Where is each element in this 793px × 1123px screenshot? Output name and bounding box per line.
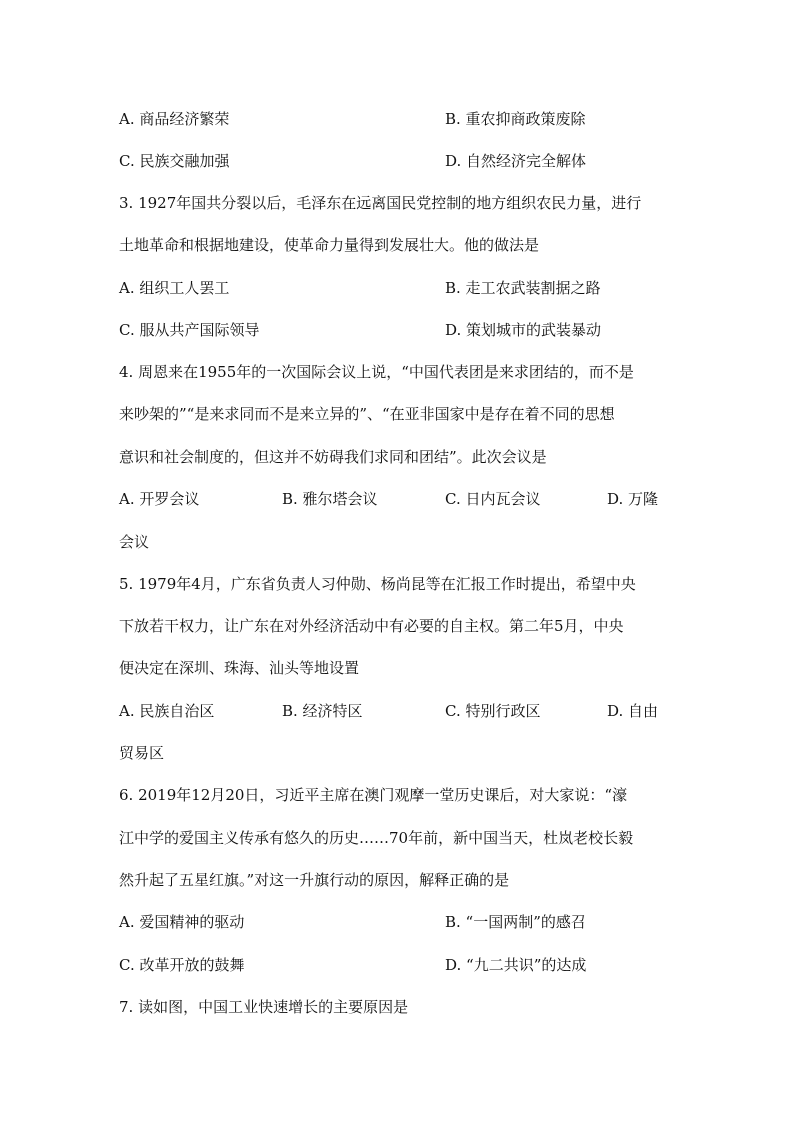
q3-option-b: B. 走工农武装割据之路 [445, 279, 601, 297]
q3-option-a: A. 组织工人罢工 [119, 279, 230, 297]
q2-option-a: A. 商品经济繁荣 [119, 110, 230, 128]
q5-option-d: D. 自由 [607, 702, 659, 720]
q5-option-b: B. 经济特区 [282, 702, 363, 720]
q3-stem-line-2: 土地革命和根据地建设，使革命力量得到发展壮大。他的做法是 [119, 236, 540, 254]
q4-option-b: B. 雅尔塔会议 [282, 490, 378, 508]
q6-option-d: D. “九二共识”的达成 [445, 956, 587, 974]
q5-option-d-wrap: 贸易区 [119, 744, 165, 762]
q5-stem-line-2: 下放若干权力，让广东在对外经济活动中有必要的自主权。第二年5月，中央 [119, 617, 624, 635]
q3-option-d: D. 策划城市的武装暴动 [445, 321, 602, 339]
q5-stem-line-3: 便决定在深圳、珠海、汕头等地设置 [119, 659, 360, 677]
q4-stem-line-2: 来吵架的”“是来求同而不是来立异的”、“在亚非国家中是存在着不同的思想 [119, 405, 615, 423]
q2-option-b: B. 重农抑商政策废除 [445, 110, 586, 128]
q6-stem-line-2: 江中学的爱国主义传承有悠久的历史……70年前，新中国当天，杜岚老校长毅 [119, 829, 634, 847]
q6-option-b: B. “一国两制”的感召 [445, 913, 586, 931]
q2-option-c: C. 民族交融加强 [119, 152, 230, 170]
q5-option-c: C. 特别行政区 [445, 702, 541, 720]
q2-option-d: D. 自然经济完全解体 [445, 152, 587, 170]
q4-stem-line-1: 4. 周恩来在1955年的一次国际会议上说，“中国代表团是来求团结的，而不是 [119, 363, 634, 381]
q3-option-c: C. 服从共产国际领导 [119, 321, 260, 339]
q7-stem-line-1: 7. 读如图，中国工业快速增长的主要原因是 [119, 998, 409, 1016]
q4-stem-line-3: 意识和社会制度的，但这并不妨碍我们求同和团结”。此次会议是 [119, 448, 547, 466]
q4-option-a: A. 开罗会议 [119, 490, 200, 508]
q6-stem-line-3: 然升起了五星红旗。”对这一升旗行动的原因，解释正确的是 [119, 871, 510, 889]
q4-option-d: D. 万隆 [607, 490, 659, 508]
q5-stem-line-1: 5. 1979年4月，广东省负责人习仲勋、杨尚昆等在汇报工作时提出，希望中央 [119, 575, 636, 593]
q5-option-a: A. 民族自治区 [119, 702, 215, 720]
q4-option-d-wrap: 会议 [119, 533, 150, 551]
q4-option-c: C. 日内瓦会议 [445, 490, 541, 508]
q3-stem-line-1: 3. 1927年国共分裂以后，毛泽东在远离国民党控制的地方组织农民力量，进行 [119, 194, 642, 212]
q6-option-c: C. 改革开放的鼓舞 [119, 956, 245, 974]
q6-stem-line-1: 6. 2019年12月20日，习近平主席在澳门观摩一堂历史课后，对大家说：“濠 [119, 786, 628, 804]
q6-option-a: A. 爱国精神的驱动 [119, 913, 245, 931]
